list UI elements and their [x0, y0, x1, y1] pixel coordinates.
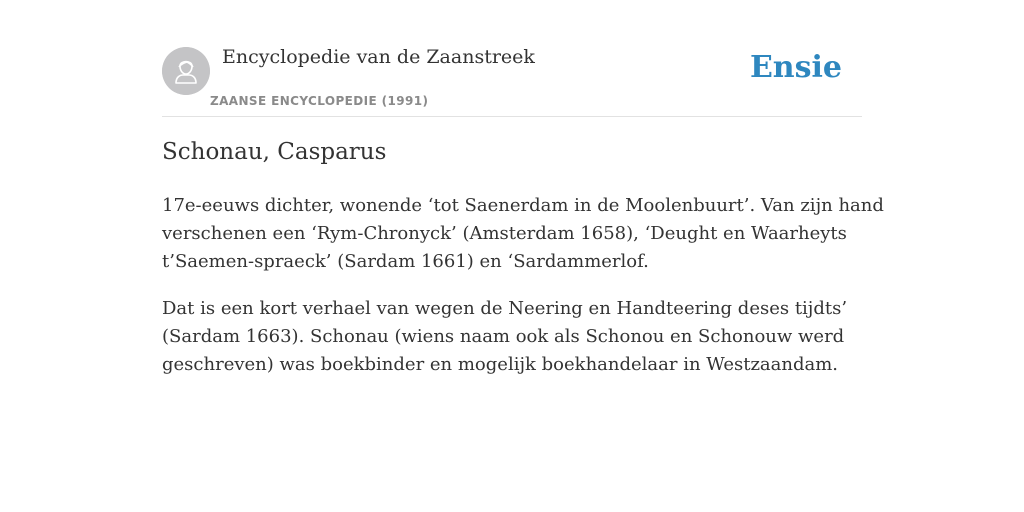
paragraph-line: verschenen een ‘Rym-Chronyck’ (Amsterdam 1658), ‘Deught en Waarheyts	[162, 223, 847, 244]
user-silhouette-icon[interactable]	[162, 47, 210, 95]
paragraph-line: geschreven) was boekbinder en mogelijk boekhandelaar in Westzaandam.	[162, 354, 839, 375]
source-subtitle: ZAANSE ENCYCLOPEDIE (1991)	[210, 94, 429, 108]
source-title[interactable]: Encyclopedie van de Zaanstreek	[222, 46, 535, 68]
brand-logo[interactable]: Ensie	[749, 50, 842, 85]
article-body	[162, 192, 884, 398]
paragraph-line: Dat is een kort verhael van wegen de Neering en Handteering deses tijdts’	[162, 298, 848, 319]
paragraph	[162, 192, 884, 276]
paragraph	[162, 295, 862, 379]
source-header	[162, 44, 862, 117]
article-title: Schonau, Casparus	[162, 139, 387, 165]
paragraph-line: t’Saemen-spraeck’ (Sardam 1661) en ‘Sardammerlof.	[162, 251, 649, 272]
paragraph-line: 17e-eeuws dichter, wonende ‘tot Saenerdam in de Moolenbuurt’. Van zijn hand	[162, 195, 884, 216]
paragraph-line: (Sardam 1663). Schonau (wiens naam ook als Schonou en Schonouw werd	[162, 326, 845, 347]
